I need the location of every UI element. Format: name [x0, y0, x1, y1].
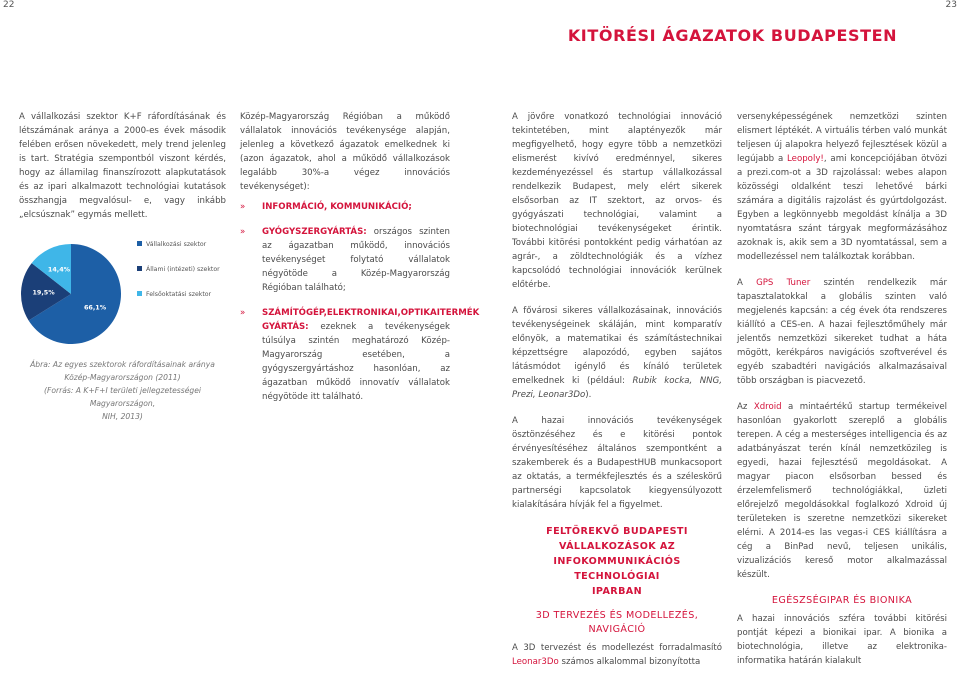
sector-list [240, 200, 480, 404]
list-item [240, 306, 480, 404]
paragraph-advantages [512, 304, 722, 402]
brand-name: Leonar3Do [512, 657, 559, 667]
heading-line: FELTÖREKVŐ BUDAPESTI [546, 526, 688, 537]
bullet-marker: » [240, 202, 246, 212]
column-4 [737, 110, 947, 680]
list-item-head: INFORMÁCIÓ, KOMMUNIKÁCIÓ; [262, 202, 412, 212]
caption-line-4: NIH, 2013) [102, 412, 143, 421]
column-3 [512, 110, 722, 681]
text-run: A 3D tervezést és modellezést forradalmasító [512, 643, 722, 653]
text-run: a mintaértékű startup termékeivel hasonlóan gyakorlott szereplő a globális terepen. A cég a mesterséges intelligencia és az adatbányászat terén kínál nemzetközileg is egyedi, hazai fejlesztésű megoldásokat. A magyar piacon elsősorban bessed és érzelemfelismerő technológiákkal, üzleti előrejelző megoldásokkal foglalkozó Xdroid új területeken is szeretne nemzetközi sikereket elérni. A 2014-es las vegas-i CES kiállításra a cég a BinPad nevű, teljesen unikális, vizualizációs kereső motor alkalmazással készült. [737, 402, 948, 580]
paragraph-leonar3do [512, 641, 722, 669]
section-heading [512, 524, 722, 599]
column-1 [19, 110, 226, 423]
paragraph-gps-tuner [737, 276, 947, 388]
pie-value-label: 66,1% [83, 303, 107, 312]
examples-italic: Rubik kocka, NNG, Prezi, Leonar3Do [512, 376, 722, 400]
text-run: számos alkalommal bizonyította [558, 657, 701, 667]
text-run: , ami koncepciójában ötvözi a prezi.com-ot a 3D rajzolással: webes alapon közösségi oldalként teszi lehetővé bárki számára a digitális rajzolást és gyúrtdolgozást. Egyben a legkönnyebb megoldást kínálja a 3D nyomtatásra szánt tárgyak megformázásához azoknak is, akik sem a 3D nyomtatással, sem a modellezéssel nem találkoztak korábban. [737, 154, 947, 262]
text-run: A fővárosi sikeres vállalkozásainak, innovációs tevékenységeinek skáláján, mint komparatív előnyök, a matematikai és számítástechnikai képzettségre alapozódó, egyben sajátos látásmódot igénylő és kínáló területek emelkednek ki (például: [512, 306, 722, 386]
brand-name: Xdroid [753, 402, 782, 412]
legend-item [137, 264, 220, 273]
text-run: szintén rendelkezik már tapasztalatokkal a globális szinten való megjelenés kapcsán: a cég évek óta rendszeres kiállító a CES-en. A hazai fejlesztőműhely már jelentős nemzetközi sikereket tudhat a háta mögött, kerékpáros navigációs szoftverével és egyéb szabadtéri navigációs alkalmazásaival több országban is piacvezető. [737, 278, 947, 386]
text-run: ). [585, 390, 592, 400]
legend-swatch [137, 291, 142, 296]
page-title: KITÖRÉSI ÁGAZATOK BUDAPESTEN [567, 26, 898, 45]
text-run: A [737, 278, 757, 288]
legend-label: Felsőoktatási szektor [146, 291, 212, 298]
column-2 [240, 110, 480, 415]
legend-label: Állami (intézeti) szektor [146, 266, 220, 273]
list-item-text: ezeknek a tevékenységek túlsúlya szintén meghatározó Közép-Magyarország esetében, a gyógyszergyártáshoz hasonlóan, az ágazatban működő innovatív vállalatok négyötöde itt található. [262, 322, 450, 402]
paragraph-intro: Közép-Magyarország Régióban a működő vállalatok innovációs tevékenysége alapján, jelenleg a következő ágazatok emelkednek ki (azon ágazatok, ahol a működő vállalkozások legalább 30%-a végez innovációs tevékenységet): [240, 112, 450, 192]
heading-line: VÁLLALKOZÁSOK AZ [558, 541, 676, 552]
legend-item [137, 289, 212, 298]
paragraph-stimulation: A hazai innovációs tevékenységek ösztönzéséhez és e kitörési pontok érvényesítéséhez általános szempontként a szakemberek és a BudapestHUB munkacsoport az oktatás, a termékfejlesztés és a széleskörű partnerségi kapcsolatok kiegyensúlyozott kialakítására hívják fel a figyelmet. [512, 416, 722, 510]
text-run: Az [737, 402, 754, 412]
paragraph-bionics: A hazai innovációs szféra további kitörési pontját képezi a bionikai ipar. A bionika a biotechnológia, illetve az elektronika-informatika határán kialakult [737, 614, 947, 666]
subheading-3d: 3D TERVEZÉS ÉS MODELLEZÉS, NAVIGÁCIÓ [535, 610, 699, 635]
legend-item [137, 240, 207, 248]
chart-caption [19, 358, 226, 423]
bullet-marker: » [240, 308, 246, 318]
list-item-text: országos szinten az ágazatban működő, innovációs tevékenységet folytató vállalatok négyötöde a Közép-Magyarország Régióban található; [262, 227, 450, 293]
text-run: versenyképességének nemzetközi szinten elismert léptékét. A virtuális térben való munkát teljesen új alapokra helyező fejlesztések közül a legújabb a [737, 112, 947, 164]
paragraph-xdroid [737, 400, 947, 582]
pie-value-label: 19,5% [32, 288, 55, 297]
paragraph-leopoly [737, 110, 947, 264]
heading-line: IPARBAN [591, 586, 643, 597]
caption-line-2: Közép-Magyarországon (2011) [64, 373, 181, 382]
list-item [240, 225, 450, 295]
list-item [240, 200, 450, 214]
pie-value-label: 14,4% [47, 265, 71, 274]
pie-chart [19, 234, 226, 354]
subheading-bionics: EGÉSZSÉGIPAR ÉS BIONIKA [771, 595, 913, 606]
legend-label: Vállalkozási szektor [146, 241, 207, 248]
legend-swatch [137, 266, 142, 271]
heading-line: INFOKOMMUNIKÁCIÓS TECHNOLÓGIAI [553, 556, 681, 582]
list-item-head: GYÓGYSZERGYÁRTÁS: [262, 227, 367, 237]
brand-name: Leopoly! [787, 154, 824, 164]
brand-name: GPS Tuner [756, 278, 811, 288]
paragraph-future-tech: A jövőre vonatkozó technológiai innováció tekintetében, mint alaptényezők már megfigyelhető, hogy egyre több a nemzetközi elismerést kivívó eredménnyel, sikeres kezdeményezéssel és startup vállalkozással rendelkezik Budapest, mely elért sikerek elsősorban az IT szektort, az orvos- és gyógyászati technológiai, valamint a biotechnológiai tevékenységeket érintik. További kitörési pontokként pedig várhatóan az agrár-, a zöldtechnológiák és a vízhez kapcsolódó technológiai innovációk kerülnek előtérbe. [512, 112, 722, 290]
bullet-marker: » [240, 227, 246, 237]
page-number-left: 22 [3, 0, 15, 10]
pie-chart-svg [19, 234, 226, 354]
page-number-right: 23 [945, 0, 957, 10]
paragraph-rd-trend: A vállalkozási szektor K+F ráfordításának és létszámának aránya a 2000-es évek második felében erősen növekedett, mely trend jelenleg is tart. Stratégia szempontból viszont kérdés, hogy az államilag finanszírozott alapkutatások és az ipari alkalmazott technológiai kutatások összhangja megvalósul- e, vagy inkább „elcsúsznak” egymás mellett. [19, 112, 226, 220]
caption-line-1: Ábra: Az egyes szektorok ráfordításainak aránya [30, 360, 215, 369]
caption-line-3: (Forrás: A K+F+I területi jellegzetességei Magyarországon, [44, 386, 201, 408]
legend-swatch [137, 241, 142, 246]
list-item-head: SZÁMÍTÓGÉP,ELEKTRONIKAI,OPTIKAITERMÉK GYÁRTÁS: [262, 308, 480, 332]
